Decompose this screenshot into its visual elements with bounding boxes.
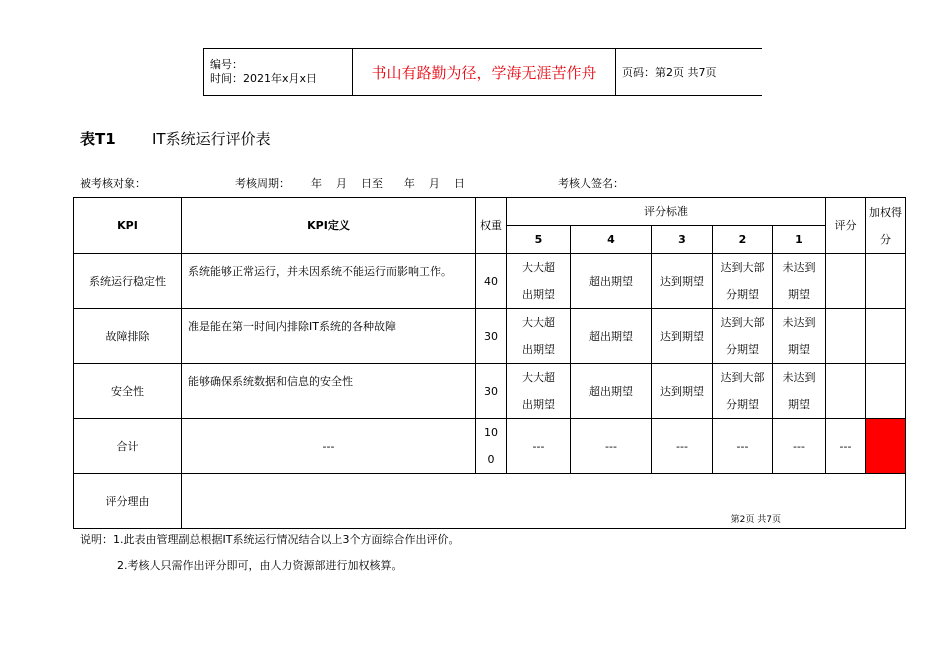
criteria-1: 未达到期望 <box>773 309 826 364</box>
total-l3: --- <box>652 419 713 474</box>
kpi-weight: 40 <box>476 254 507 309</box>
kpi-weight: 30 <box>476 364 507 419</box>
reason-input[interactable] <box>182 474 906 529</box>
header-kpi-def: KPI定义 <box>182 198 476 254</box>
kpi-name: 安全性 <box>74 364 182 419</box>
criteria-4: 超出期望 <box>571 254 652 309</box>
meta-period: 考核周期： 年 月 日至 年 月 日 <box>235 177 465 190</box>
criteria-1: 未达到期望 <box>773 364 826 419</box>
total-definition: --- <box>182 419 476 474</box>
kpi-definition: 系统能够正常运行，并未因系统不能运行而影响工作。 <box>182 254 476 309</box>
title-name: IT系统运行评价表 <box>152 130 271 148</box>
meta-signer: 考核人签名： <box>558 177 624 190</box>
kpi-name: 故障排除 <box>74 309 182 364</box>
level-5: 5 <box>507 226 571 254</box>
weighted-cell[interactable] <box>866 364 906 419</box>
table-row <box>74 364 906 419</box>
header-number-time <box>204 49 353 96</box>
table-row <box>74 309 906 364</box>
criteria-2: 达到大部分期望 <box>713 309 773 364</box>
score-cell[interactable] <box>826 364 866 419</box>
header-weighted: 加权得分 <box>866 198 906 254</box>
page-title <box>80 128 271 149</box>
criteria-2: 达到大部分期望 <box>713 364 773 419</box>
weighted-cell[interactable] <box>866 309 906 364</box>
reason-label: 评分理由 <box>74 474 182 529</box>
criteria-4: 超出期望 <box>571 364 652 419</box>
level-1: 1 <box>773 226 826 254</box>
score-cell[interactable] <box>826 309 866 364</box>
title-prefix: 表T1 <box>80 130 116 148</box>
kpi-name: 系统运行稳定性 <box>74 254 182 309</box>
weighted-cell[interactable] <box>866 254 906 309</box>
criteria-5: 大大超出期望 <box>507 309 571 364</box>
criteria-2: 达到大部分期望 <box>713 254 773 309</box>
reason-row <box>74 474 906 529</box>
header-page-info: 页码：第2页 共7页 <box>616 49 763 96</box>
total-weighted-highlight[interactable] <box>866 419 906 474</box>
criteria-5: 大大超出期望 <box>507 364 571 419</box>
criteria-3: 达到期望 <box>652 309 713 364</box>
total-row <box>74 419 906 474</box>
total-l5: --- <box>507 419 571 474</box>
page-footer: 第2页 共7页 <box>730 515 781 525</box>
kpi-definition: 准是能在第一时间内排除IT系统的各种故障 <box>182 309 476 364</box>
header-criteria: 评分标准 <box>507 198 826 226</box>
header-kpi: KPI <box>74 198 182 254</box>
criteria-3: 达到期望 <box>652 364 713 419</box>
level-4: 4 <box>571 226 652 254</box>
meta-target: 被考核对象： <box>80 177 146 190</box>
criteria-5: 大大超出期望 <box>507 254 571 309</box>
total-l1: --- <box>773 419 826 474</box>
total-l2: --- <box>713 419 773 474</box>
total-label: 合计 <box>74 419 182 474</box>
criteria-4: 超出期望 <box>571 309 652 364</box>
score-cell[interactable] <box>826 254 866 309</box>
number-label: 编号： <box>210 58 243 71</box>
header-score: 评分 <box>826 198 866 254</box>
total-weight: 100 <box>476 419 507 474</box>
criteria-3: 达到期望 <box>652 254 713 309</box>
time-label: 时间：2021年x月x日 <box>210 72 318 85</box>
level-2: 2 <box>713 226 773 254</box>
header-weight: 权重 <box>476 198 507 254</box>
total-score: --- <box>826 419 866 474</box>
document-header <box>203 48 762 96</box>
kpi-table <box>73 197 906 529</box>
note-line-1: 说明：1.此表由管理副总根据IT系统运行情况结合以上3个方面综合作出评价。 <box>80 533 460 546</box>
criteria-1: 未达到期望 <box>773 254 826 309</box>
kpi-weight: 30 <box>476 309 507 364</box>
level-3: 3 <box>652 226 713 254</box>
table-row <box>74 254 906 309</box>
note-line-2: 2.考核人只需作出评分即可，由人力资源部进行加权核算。 <box>117 559 403 572</box>
kpi-definition: 能够确保系统数据和信息的安全性 <box>182 364 476 419</box>
total-l4: --- <box>571 419 652 474</box>
header-slogan: 书山有路勤为径，学海无涯苦作舟 <box>353 49 616 96</box>
